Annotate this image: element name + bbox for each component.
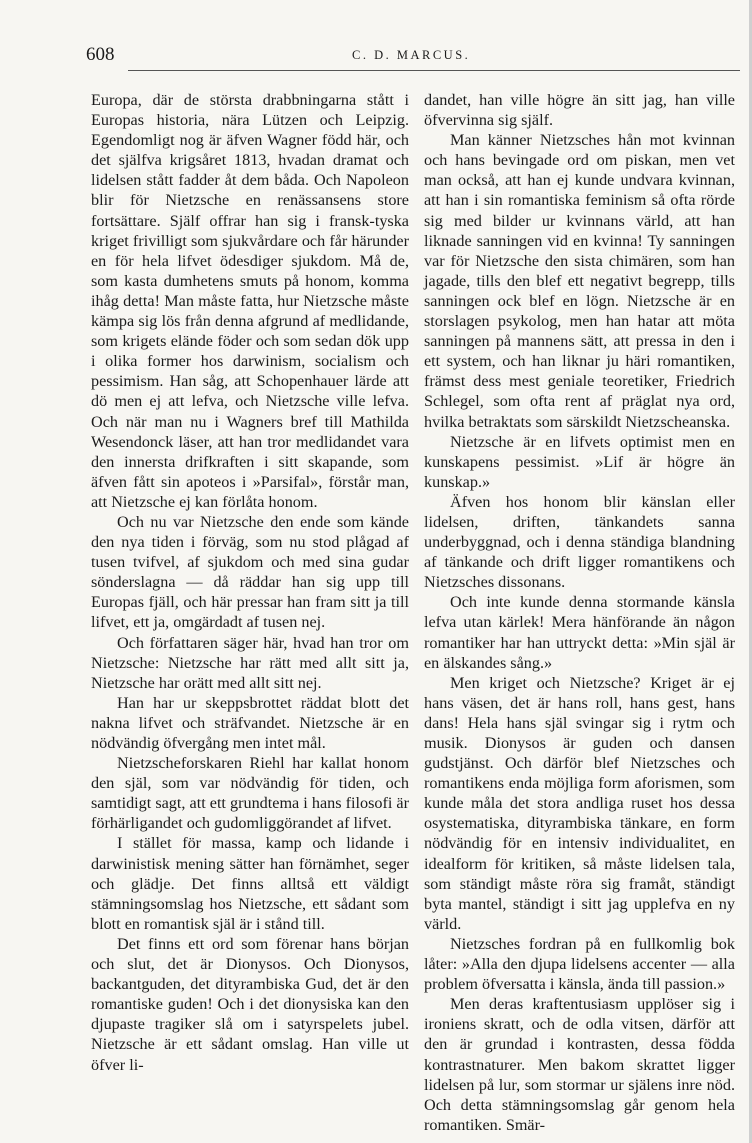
paragraph: Äfven hos honom blir känslan eller lidelsen, driften, tänkandets sanna underbyggnad, och i denna ständiga blandning af tänkande och drift ligger romantikens och Nietzsches dissonans.: [424, 492, 735, 592]
paragraph: Nietzsches fordran på en fullkomlig bok låter: »Alla den djupa lidelsens accenter — alla problem öfversatta i känsla, ända till passion.»: [424, 934, 735, 994]
paragraph: Och författaren säger här, hvad han tror om Nietzsche: Nietzsche har rätt med allt sitt ja, Nietzsche har orätt med allt sitt nej.: [91, 633, 409, 692]
header-rule: [128, 70, 740, 71]
paragraph: Nietzsche är en lifvets optimist men en kunskapens pessimist. »Lif är högre än kunskap.»: [424, 432, 735, 491]
page-number: 608: [86, 44, 115, 65]
paragraph: dandet, han ville högre än sitt jag, han ville öfvervinna sig själf.: [424, 91, 735, 130]
paragraph: Och nu var Nietzsche den ende som kände den nya tiden i förväg, som nu stod plågad af tusen tvifvel, af sjukdom och med sina gudar sönderslagna — då räddar han sig upp till Europas fjäll, och här pressar han fram sitt ja till lifvet, ett ja, omgärdadt af tusen nej.: [91, 512, 409, 632]
running-title: C. D. MARCUS.: [352, 48, 471, 62]
paragraph: Europa, där de största drabbningarna stått i Europas historia, nära Lützen och Leipzig. Egendomligt nog är äfven Wagner född här, och det själfva krigsåret 1813, hvadan dramat och lidelsen stått fadder åt dem båda. Och Napoleon blir för Nietzsche en renässansens store fortsättare. Själf offrar han sig i fransk-tyska kriget frivilligt som sjukvårdare och får härunder en för hela lifvet ödesdiger sjukdom. Må de, som kasta dumhetens smuts på honom, komma ihåg detta! Man måste fatta, hur Nietzsche måste kämpa sig lös från denna afgrund af medlidande, som krigets elände föder och som sedan dök upp i olika former hos darwinism, socialism och pessimism. Han såg, att Schopenhauer lärde att dö men ej att lefva, och Nietzsche ville lefva. Och när man nu i Wagners bref till Mathilda Wesendonck läser, att han tror medlidandet vara den innersta drifkraften i sitt skapande, som äfven fått sin apoteos i »Parsifal», förstår man, att Nietzsche ej kan förlåta honom.: [91, 91, 409, 511]
paragraph: I stället för massa, kamp och lidande i darwinistisk mening sätter han förnämhet, seger och glädje. Det finns alltså ett väldigt stämningsomslag hos Nietzsche, ett sådant som blott en romantisk själ är i stånd till.: [91, 834, 409, 933]
paragraph: Men kriget och Nietzsche? Kriget är ej hans väsen, det är hans roll, hans gest, hans dans! Hela hans själ svingar sig i rytm och musik. Dionysos är guden och dansen gudstjänst. Och därför blef Nietzsches och romantikens enda möjliga form aforismen, som kunde måla det stora andliga ruset hos dessa osystematiska, dityrambiska tänkare, en form nödvändig för en intensiv individualitet, en idealform för kritiken, så måste lidelsen tala, som ständigt måste röra sig framåt, ständigt byta mantel, ständigt i sitt jag upplefva en ny värld.: [424, 673, 735, 933]
paragraph: Men deras kraftentusiasm upplöser sig i ironiens skratt, och de odla vitsen, därför att den är grundad i kontrasten, dessa födda kontrastnaturer. Men bakom skrattet ligger lidelsen på lur, som stormar ur själens inre nöd. Och detta stämningsomslag går genom hela romantiken. Smär-: [424, 995, 735, 1134]
paragraph: Nietzscheforskaren Riehl har kallat honom den själ, som var nödvändig för tiden, och samtidigt sagt, att ett grundtema i hans filosofi är förhärligandet och gudomliggörandet af lifvet.: [91, 754, 409, 833]
right-column: [424, 90, 735, 1135]
paragraph: Man känner Nietzsches hån mot kvinnan och hans bevingade ord om piskan, men vet man också, att han ej kunde undvara kvinnan, att han i sin romantiska feminism så ofta rörde sig med bilder ur kvinnans värld, att han liknade sanningen vid en kvinna! Ty sanningen var för Nietzsche den sista chimären, som han jagade, tills den blef ett negativt begrepp, tills sanningen ock blef en lögn. Nietzsche är en storslagen psykolog, men han hatar att möta sanningen på mannens sätt, att pressa in den i ett system, och han liknar ju häri romantiken, främst dess mest geniale teoretiker, Friedrich Schlegel, som ofta rent af präglat nya ord, hvilka betraktats som särskildt Nietzscheanska.: [424, 131, 735, 431]
paragraph: Han har ur skeppsbrottet räddat blott det nakna lifvet och sträfvandet. Nietzsche är en nödvändig öfvergång men intet mål.: [91, 693, 409, 752]
paragraph: Och inte kunde denna stormande känsla lefva utan kärlek! Mera hänförande än någon romantiker har han uttryckt detta: »Min själ är en älskandes sång.»: [424, 593, 735, 672]
paragraph: Det finns ett ord som förenar hans början och slut, det är Dionysos. Och Dionysos, backantguden, det dityrambiska Gud, det är den romantiske guden! Och i det dionysiska kan den djupaste tragiker slå om i satyrspelets jubel. Nietzsche är ett sådant omslag. Han ville ut öfver li-: [91, 934, 409, 1074]
left-column: [91, 90, 409, 1075]
